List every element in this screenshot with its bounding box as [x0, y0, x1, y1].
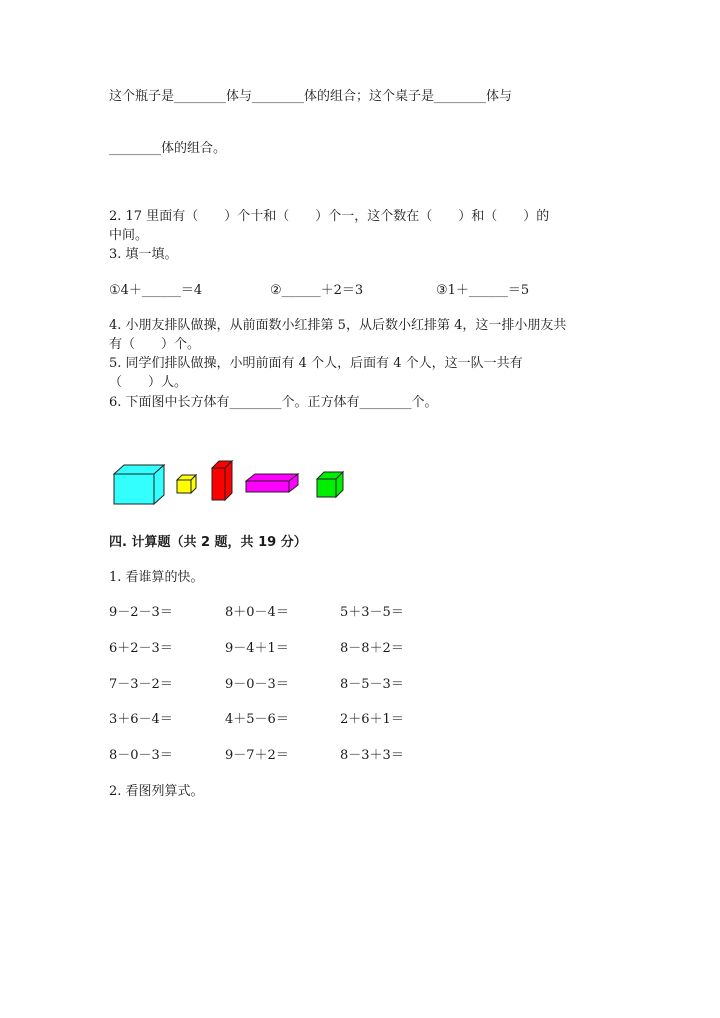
- calc-item: 7－3－2＝: [109, 677, 173, 692]
- q3-title: 3. 填一填。: [109, 247, 178, 262]
- calc-item: 8－3＋3＝: [340, 748, 404, 763]
- red-tall-cuboid: [212, 461, 232, 500]
- q3-items: [0, 282, 720, 300]
- s4-q1-title: 1. 看谁算的快。: [109, 570, 204, 585]
- q4-line1: 4. 小朋友排队做操，从前面数小红排第 5，从后数小红排第 4，这一排小朋友共: [109, 318, 567, 333]
- calc-row: [0, 711, 720, 729]
- calc-item: 8－0－3＝: [109, 748, 173, 763]
- q6-line: 6. 下面图中长方体有________个。正方体有________个。: [109, 395, 438, 410]
- cyan-cuboid: [114, 465, 164, 504]
- calc-item: 2＋6＋1＝: [340, 712, 404, 727]
- q3-item-3: ③1＋______＝5: [436, 283, 530, 298]
- calc-row: [0, 604, 720, 622]
- calc-item: 6＋2－3＝: [109, 641, 173, 656]
- green-cube: [317, 472, 343, 497]
- q2-line1: 2. 17 里面有（ ）个十和（ ）个一，这个数在（ ）和（ ）的: [109, 209, 550, 224]
- yellow-cube: [177, 475, 196, 493]
- q5-line1: 5. 同学们排队做操，小明前面有 4 个人，后面有 4 个人，这一队一共有: [109, 356, 523, 371]
- q3-item-1: ①4＋______＝4: [109, 283, 203, 298]
- calc-item: 9－0－3＝: [225, 677, 289, 692]
- s4-q2-title: 2. 看图列算式。: [109, 784, 204, 799]
- calc-item: 9－7＋2＝: [225, 748, 289, 763]
- q2-line2: 中间。: [109, 228, 149, 243]
- calc-row: [0, 747, 720, 765]
- calc-item: 8＋0－4＝: [225, 605, 289, 620]
- magenta-flat-cuboid: [246, 474, 298, 492]
- calc-item: 3＋6－4＝: [109, 712, 173, 727]
- calc-row: [0, 676, 720, 694]
- q3-item-2: ②______＋2＝3: [270, 283, 364, 298]
- q1-line1: 这个瓶子是________体与________体的组合；这个桌子是________体与: [109, 89, 513, 104]
- q5-line2: （ ）人。: [109, 375, 188, 390]
- q4-line2: 有（ ）个。: [109, 337, 201, 352]
- calc-item: 9－4＋1＝: [225, 641, 289, 656]
- calc-item: 4＋5－6＝: [225, 712, 289, 727]
- shapes-figure: [108, 456, 368, 508]
- section-4-title: 四. 计算题（共 2 题，共 19 分）: [109, 535, 307, 550]
- calc-item: 9－2－3＝: [109, 605, 173, 620]
- calc-row: [0, 640, 720, 658]
- q1-line2: ________体的组合。: [109, 141, 227, 156]
- calc-item: 8－8＋2＝: [340, 641, 404, 656]
- calc-item: 5＋3－5＝: [340, 605, 404, 620]
- calc-item: 8－5－3＝: [340, 677, 404, 692]
